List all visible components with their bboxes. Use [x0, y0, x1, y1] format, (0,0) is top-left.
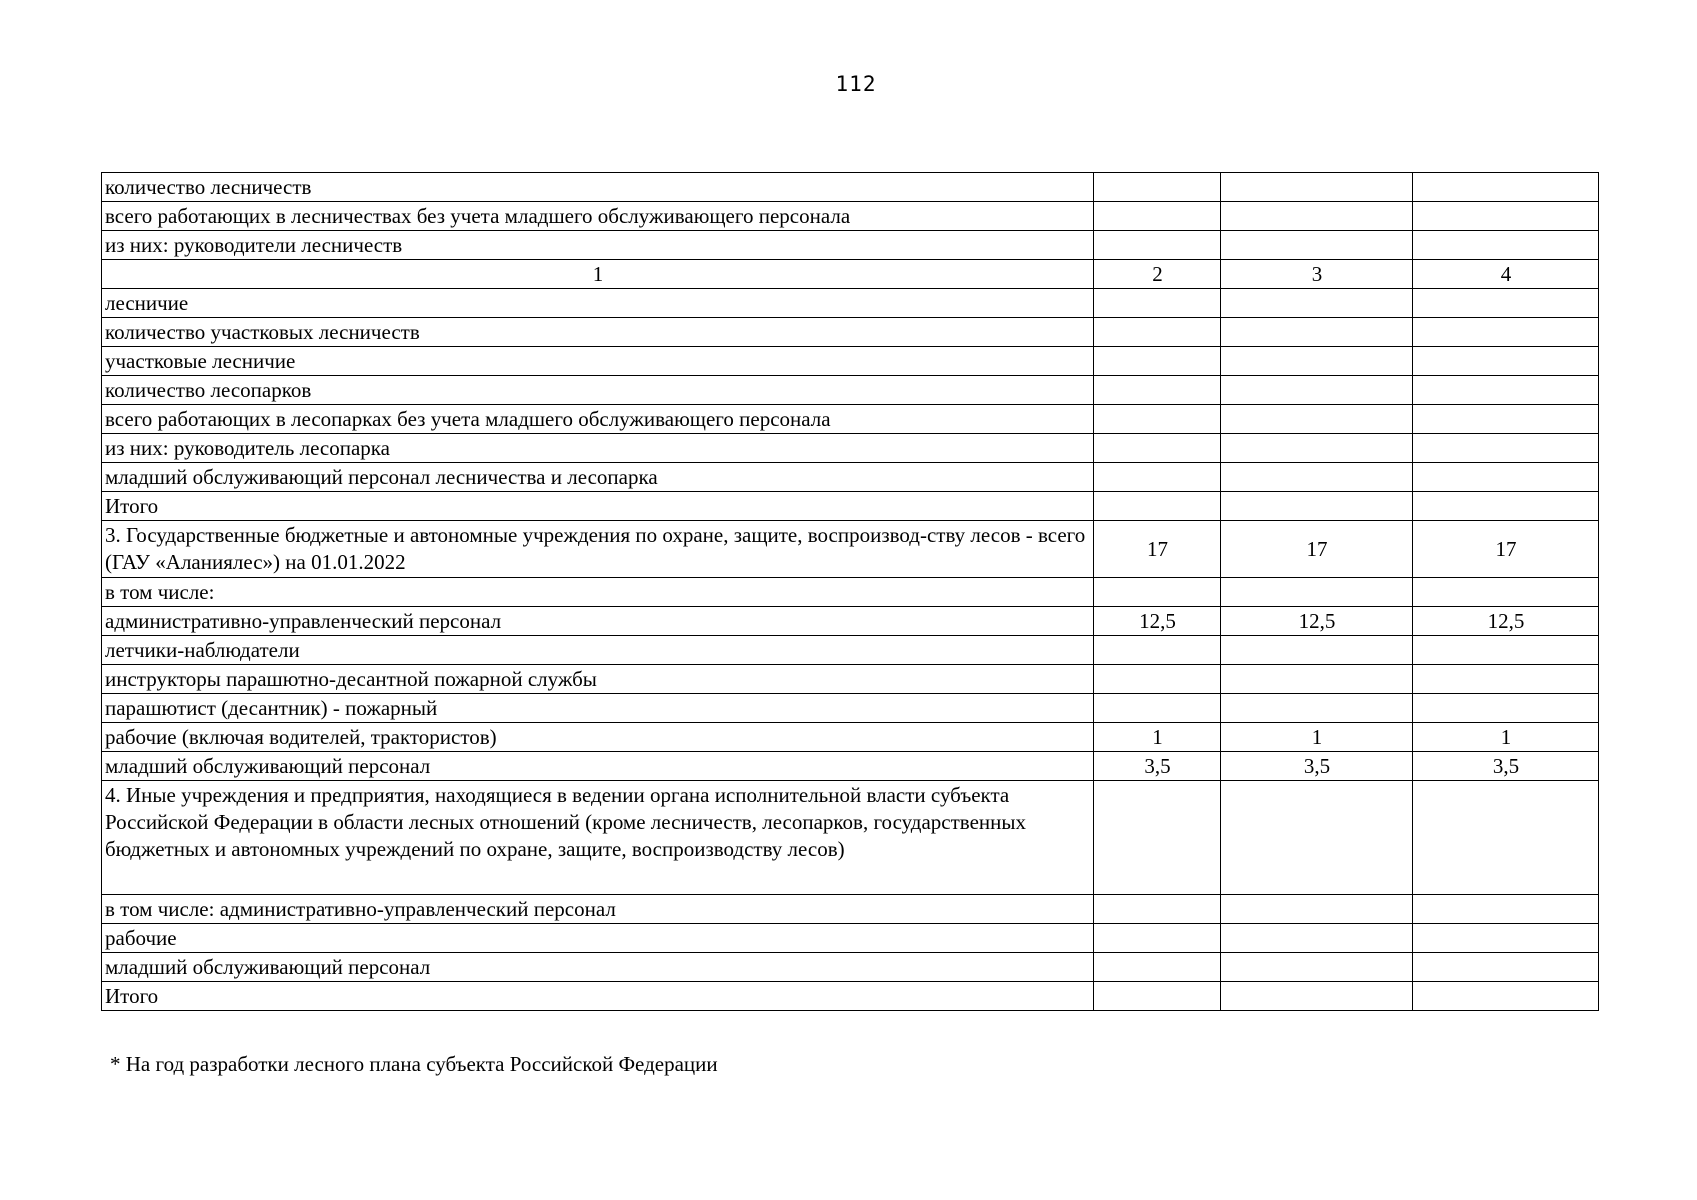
table-row: [102, 231, 1599, 260]
row-label: младший обслуживающий персонал: [102, 752, 1094, 781]
cell-col-3: [1221, 376, 1413, 405]
cell-col-4: [1413, 376, 1599, 405]
table-row: [102, 405, 1599, 434]
cell-col-2: [1094, 492, 1221, 521]
table-row: [102, 434, 1599, 463]
cell-col-4: [1413, 434, 1599, 463]
cell-col-3: [1221, 694, 1413, 723]
cell-col-4: [1413, 405, 1599, 434]
row-label: младший обслуживающий персонал лесничества и лесопарка: [102, 463, 1094, 492]
column-number-row: [102, 260, 1599, 289]
table-row: [102, 578, 1599, 607]
row-label: рабочие: [102, 924, 1094, 953]
cell-col-3: [1221, 578, 1413, 607]
cell-col-3: [1221, 289, 1413, 318]
cell-col-4: [1413, 578, 1599, 607]
table-row: [102, 694, 1599, 723]
page-number: 112: [835, 72, 877, 96]
row-label: в том числе: административно-управленческий персонал: [102, 895, 1094, 924]
cell-col-2: 1: [1094, 723, 1221, 752]
cell-col-3: [1221, 492, 1413, 521]
cell-col-2: [1094, 289, 1221, 318]
table-row: [102, 521, 1599, 578]
row-label: 3. Государственные бюджетные и автономные учреждения по охране, защите, воспроизвод-ству лесов - всего (ГАУ «Аланиялес») на 01.01.2022: [102, 521, 1094, 578]
row-label: летчики-наблюдатели: [102, 636, 1094, 665]
cell-col-3: [1221, 924, 1413, 953]
table-row: [102, 347, 1599, 376]
cell-col-2: [1094, 318, 1221, 347]
cell-col-3: 12,5: [1221, 607, 1413, 636]
cell-col-2: [1094, 434, 1221, 463]
table-row: [102, 607, 1599, 636]
cell-col-3: [1221, 665, 1413, 694]
table-row: [102, 982, 1599, 1011]
cell-col-3: 17: [1221, 521, 1413, 578]
row-label: младший обслуживающий персонал: [102, 953, 1094, 982]
cell-col-4: [1413, 895, 1599, 924]
cell-col-4: [1413, 173, 1599, 202]
cell-col-2: [1094, 636, 1221, 665]
cell-col-3: [1221, 202, 1413, 231]
row-label: Итого: [102, 492, 1094, 521]
cell-col-2: [1094, 347, 1221, 376]
table-row: [102, 376, 1599, 405]
cell-col-2: [1094, 463, 1221, 492]
cell-col-4: [1413, 636, 1599, 665]
cell-col-4: 17: [1413, 521, 1599, 578]
row-label: количество участковых лесничеств: [102, 318, 1094, 347]
table-row: [102, 665, 1599, 694]
cell-col-3: 3,5: [1221, 752, 1413, 781]
row-label: количество лесничеств: [102, 173, 1094, 202]
footnote: * На год разработки лесного плана субъекта Российской Федерации: [110, 1052, 718, 1076]
table-row: [102, 924, 1599, 953]
cell-col-4: [1413, 924, 1599, 953]
row-label: всего работающих в лесничествах без учета младшего обслуживающего персонала: [102, 202, 1094, 231]
cell-col-2: [1094, 578, 1221, 607]
cell-col-2: [1094, 665, 1221, 694]
row-label: количество лесопарков: [102, 376, 1094, 405]
table-row: [102, 723, 1599, 752]
staffing-table: [101, 172, 1599, 1011]
table-row: [102, 289, 1599, 318]
row-label: всего работающих в лесопарках без учета младшего обслуживающего персонала: [102, 405, 1094, 434]
cell-col-4: 1: [1413, 723, 1599, 752]
cell-col-2: [1094, 895, 1221, 924]
table-row: [102, 202, 1599, 231]
table-row: [102, 492, 1599, 521]
cell-col-4: [1413, 289, 1599, 318]
row-label: парашютист (десантник) - пожарный: [102, 694, 1094, 723]
cell-col-2: [1094, 982, 1221, 1011]
cell-col-4: [1413, 665, 1599, 694]
row-label: Итого: [102, 982, 1094, 1011]
table-row: [102, 463, 1599, 492]
cell-col-4: 3,5: [1413, 752, 1599, 781]
cell-col-2: [1094, 924, 1221, 953]
cell-col-3: [1221, 347, 1413, 376]
table-row: [102, 752, 1599, 781]
cell-col-2: 3,5: [1094, 752, 1221, 781]
cell-col-4: [1413, 982, 1599, 1011]
column-number-3: 3: [1221, 260, 1413, 289]
cell-col-3: [1221, 463, 1413, 492]
cell-col-3: [1221, 895, 1413, 924]
cell-col-4: [1413, 694, 1599, 723]
cell-col-2: [1094, 781, 1221, 895]
row-label: рабочие (включая водителей, трактористов): [102, 723, 1094, 752]
cell-col-2: 17: [1094, 521, 1221, 578]
table-row: [102, 636, 1599, 665]
cell-col-4: [1413, 202, 1599, 231]
cell-col-4: [1413, 318, 1599, 347]
cell-col-2: [1094, 173, 1221, 202]
cell-col-3: [1221, 781, 1413, 895]
table-row: [102, 173, 1599, 202]
cell-col-4: [1413, 347, 1599, 376]
cell-col-4: [1413, 463, 1599, 492]
row-label: из них: руководитель лесопарка: [102, 434, 1094, 463]
cell-col-4: [1413, 492, 1599, 521]
column-number-2: 2: [1094, 260, 1221, 289]
cell-col-3: [1221, 318, 1413, 347]
cell-col-4: [1413, 953, 1599, 982]
row-label: административно-управленческий персонал: [102, 607, 1094, 636]
row-label: из них: руководители лесничеств: [102, 231, 1094, 260]
cell-col-3: [1221, 982, 1413, 1011]
table-row: [102, 781, 1599, 895]
cell-col-2: [1094, 694, 1221, 723]
cell-col-3: [1221, 173, 1413, 202]
cell-col-3: [1221, 636, 1413, 665]
row-label: 4. Иные учреждения и предприятия, находящиеся в ведении органа исполнительной власти субъекта Российской Федерации в области лесных отношений (кроме лесничеств, лесопарков, государственных бюджетных и автономных учреждений по охране, защите, воспроизводству лесов): [102, 781, 1094, 895]
cell-col-3: [1221, 434, 1413, 463]
column-number-4: 4: [1413, 260, 1599, 289]
cell-col-3: [1221, 953, 1413, 982]
row-label: участковые лесничие: [102, 347, 1094, 376]
cell-col-2: [1094, 953, 1221, 982]
table-row: [102, 895, 1599, 924]
cell-col-4: [1413, 781, 1599, 895]
cell-col-4: [1413, 231, 1599, 260]
column-number-1: 1: [102, 260, 1094, 289]
table-row: [102, 953, 1599, 982]
cell-col-2: [1094, 405, 1221, 434]
cell-col-3: [1221, 405, 1413, 434]
cell-col-2: [1094, 376, 1221, 405]
cell-col-2: 12,5: [1094, 607, 1221, 636]
cell-col-2: [1094, 202, 1221, 231]
row-label: лесничие: [102, 289, 1094, 318]
cell-col-4: 12,5: [1413, 607, 1599, 636]
cell-col-3: [1221, 231, 1413, 260]
cell-col-2: [1094, 231, 1221, 260]
cell-col-3: 1: [1221, 723, 1413, 752]
table-row: [102, 318, 1599, 347]
row-label: в том числе:: [102, 578, 1094, 607]
row-label: инструкторы парашютно-десантной пожарной службы: [102, 665, 1094, 694]
